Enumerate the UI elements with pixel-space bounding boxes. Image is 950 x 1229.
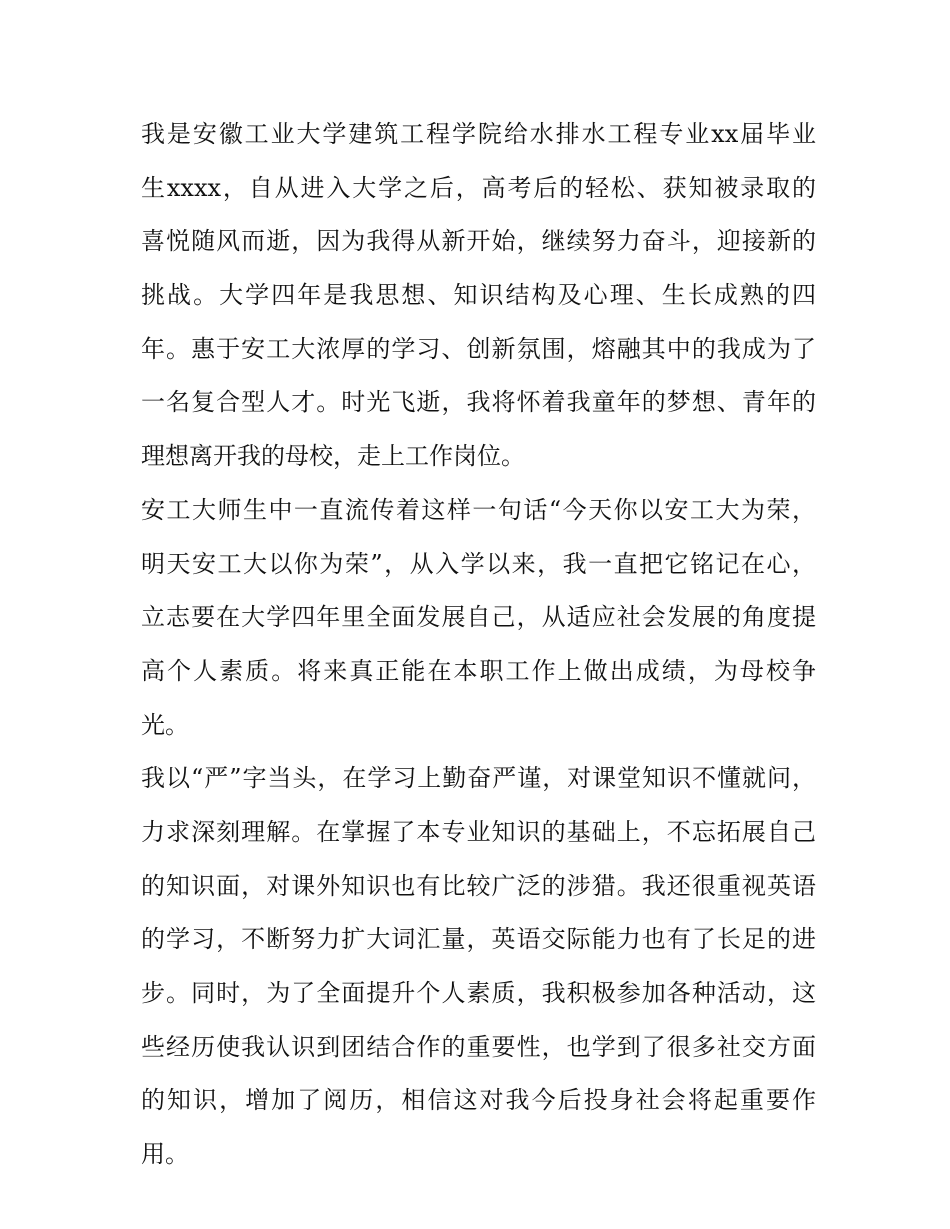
text-line: 生xxxx，自从进入大学之后，高考后的轻松、获知被录取的	[141, 173, 816, 202]
text-line: 安工大师生中一直流传着这样一句话“今天你以安工大为荣，	[141, 495, 816, 524]
text-line: 明天安工大以你为荣”，从入学以来，我一直把它铭记在心，	[141, 549, 816, 578]
text-line: 高个人素质。将来真正能在本职工作上做出成绩，为母校争	[141, 656, 816, 685]
text-line: 一名复合型人才。时光飞逝，我将怀着我童年的梦想、青年的	[141, 388, 816, 417]
text-line: 我以“严”字当头，在学习上勤奋严谨，对课堂知识不懂就问，	[141, 764, 816, 793]
text-line: 年。惠于安工大浓厚的学习、创新氛围，熔融其中的我成为了	[141, 334, 816, 363]
paragraph-3	[141, 752, 816, 1182]
text-line: 理想离开我的母校，走上工作岗位。	[141, 442, 525, 471]
text-line: 的知识面，对课外知识也有比较广泛的涉猎。我还很重视英语	[141, 871, 816, 900]
text-line: 挑战。大学四年是我思想、知识结构及心理、生长成熟的四	[141, 281, 816, 310]
paragraph-1	[141, 108, 816, 484]
text-line: 力求深刻理解。在掌握了本专业知识的基础上，不忘拓展自己	[141, 817, 816, 846]
text-line: 立志要在大学四年里全面发展自己，从适应社会发展的角度提	[141, 603, 816, 632]
text-line: 的知识，增加了阅历，相信这对我今后投身社会将起重要作	[141, 1086, 816, 1115]
text-line: 喜悦随风而逝，因为我得从新开始，继续努力奋斗，迎接新的	[141, 227, 816, 256]
text-line: 光。	[141, 710, 189, 739]
paragraph-2	[141, 484, 816, 752]
text-line: 些经历使我认识到团结合作的重要性，也学到了很多社交方面	[141, 1032, 816, 1061]
text-line: 用。	[141, 1140, 189, 1169]
text-line: 步。同时，为了全面提升个人素质，我积极参加各种活动，这	[141, 979, 816, 1007]
text-line: 我是安徽工业大学建筑工程学院给水排水工程专业xx届毕业	[141, 120, 816, 148]
text-line: 的学习，不断努力扩大词汇量，英语交际能力也有了长足的进	[141, 925, 816, 954]
document-body	[141, 108, 816, 1182]
